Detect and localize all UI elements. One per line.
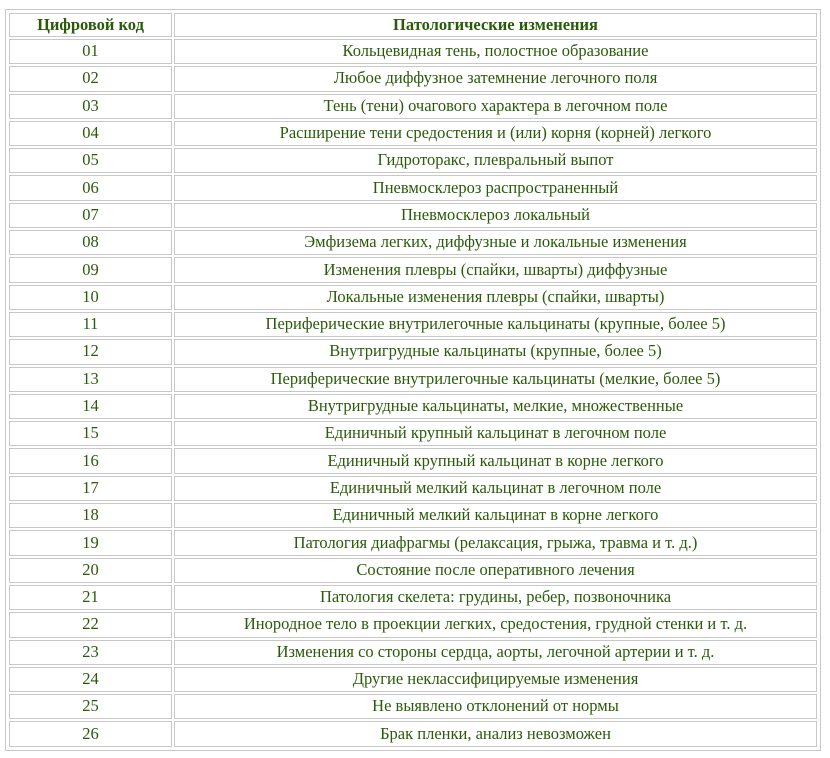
code-cell: 21 [9, 585, 172, 610]
table-row [9, 721, 817, 747]
change-cell: Патология скелета: грудины, ребер, позвоночника [174, 585, 817, 610]
code-cell: 14 [9, 394, 172, 419]
change-cell: Пневмосклероз локальный [174, 203, 817, 228]
change-cell: Изменения со стороны сердца, аорты, легочной артерии и т. д. [174, 640, 817, 665]
code-cell: 03 [9, 94, 172, 119]
table-row [9, 230, 817, 255]
code-cell: 01 [9, 39, 172, 64]
code-cell: 24 [9, 667, 172, 692]
table-row [9, 367, 817, 392]
code-cell: 02 [9, 66, 172, 91]
code-cell: 13 [9, 367, 172, 392]
code-cell: 22 [9, 612, 172, 637]
code-cell: 05 [9, 148, 172, 173]
change-cell: Гидроторакс, плевральный выпот [174, 148, 817, 173]
table-row [9, 448, 817, 473]
code-cell: 09 [9, 257, 172, 282]
change-cell: Единичный мелкий кальцинат в корне легкого [174, 503, 817, 528]
table-row [9, 530, 817, 555]
table-row [9, 558, 817, 583]
change-cell: Периферические внутрилегочные кальцинаты (мелкие, более 5) [174, 367, 817, 392]
table-row [9, 339, 817, 364]
code-cell: 19 [9, 530, 172, 555]
code-cell: 04 [9, 121, 172, 146]
code-cell: 12 [9, 339, 172, 364]
code-cell: 08 [9, 230, 172, 255]
codes-table-container [5, 9, 821, 751]
table-row [9, 667, 817, 692]
change-cell: Пневмосклероз распространенный [174, 175, 817, 200]
table-row [9, 94, 817, 119]
change-cell: Локальные изменения плевры (спайки, шварты) [174, 285, 817, 310]
code-cell: 26 [9, 721, 172, 747]
code-cell: 06 [9, 175, 172, 200]
code-cell: 25 [9, 694, 172, 719]
table-row [9, 66, 817, 91]
code-cell: 15 [9, 421, 172, 446]
change-cell: Изменения плевры (спайки, шварты) диффузные [174, 257, 817, 282]
change-cell: Периферические внутрилегочные кальцинаты (крупные, более 5) [174, 312, 817, 337]
code-cell: 18 [9, 503, 172, 528]
table-row [9, 585, 817, 610]
code-cell: 20 [9, 558, 172, 583]
table-row [9, 121, 817, 146]
change-cell: Внутригрудные кальцинаты, мелкие, множественные [174, 394, 817, 419]
change-cell: Единичный крупный кальцинат в корне легкого [174, 448, 817, 473]
table-row [9, 39, 817, 64]
change-cell: Внутригрудные кальцинаты (крупные, более 5) [174, 339, 817, 364]
change-cell: Расширение тени средостения и (или) корня (корней) легкого [174, 121, 817, 146]
table-row [9, 476, 817, 501]
table-row [9, 640, 817, 665]
table-row [9, 285, 817, 310]
change-cell: Единичный мелкий кальцинат в легочном поле [174, 476, 817, 501]
table-row [9, 694, 817, 719]
table-row [9, 312, 817, 337]
header-code: Цифровой код [9, 13, 172, 37]
table-row [9, 394, 817, 419]
code-cell: 11 [9, 312, 172, 337]
code-cell: 23 [9, 640, 172, 665]
change-cell: Другие неклассифицируемые изменения [174, 667, 817, 692]
change-cell: Тень (тени) очагового характера в легочном поле [174, 94, 817, 119]
change-cell: Любое диффузное затемнение легочного поля [174, 66, 817, 91]
change-cell: Кольцевидная тень, полостное образование [174, 39, 817, 64]
table-row [9, 148, 817, 173]
change-cell: Эмфизема легких, диффузные и локальные изменения [174, 230, 817, 255]
change-cell: Брак пленки, анализ невозможен [174, 721, 817, 747]
table-row [9, 257, 817, 282]
table-row [9, 203, 817, 228]
code-cell: 07 [9, 203, 172, 228]
change-cell: Единичный крупный кальцинат в легочном поле [174, 421, 817, 446]
change-cell: Инородное тело в проекции легких, средостения, грудной стенки и т. д. [174, 612, 817, 637]
table-row [9, 612, 817, 637]
change-cell: Не выявлено отклонений от нормы [174, 694, 817, 719]
code-cell: 17 [9, 476, 172, 501]
code-cell: 10 [9, 285, 172, 310]
pathology-codes-table [7, 11, 819, 749]
table-body [9, 39, 817, 747]
change-cell: Состояние после оперативного лечения [174, 558, 817, 583]
table-header-row [9, 13, 817, 37]
table-row [9, 421, 817, 446]
code-cell: 16 [9, 448, 172, 473]
table-row [9, 503, 817, 528]
change-cell: Патология диафрагмы (релаксация, грыжа, травма и т. д.) [174, 530, 817, 555]
header-change: Патологические изменения [174, 13, 817, 37]
table-row [9, 175, 817, 200]
